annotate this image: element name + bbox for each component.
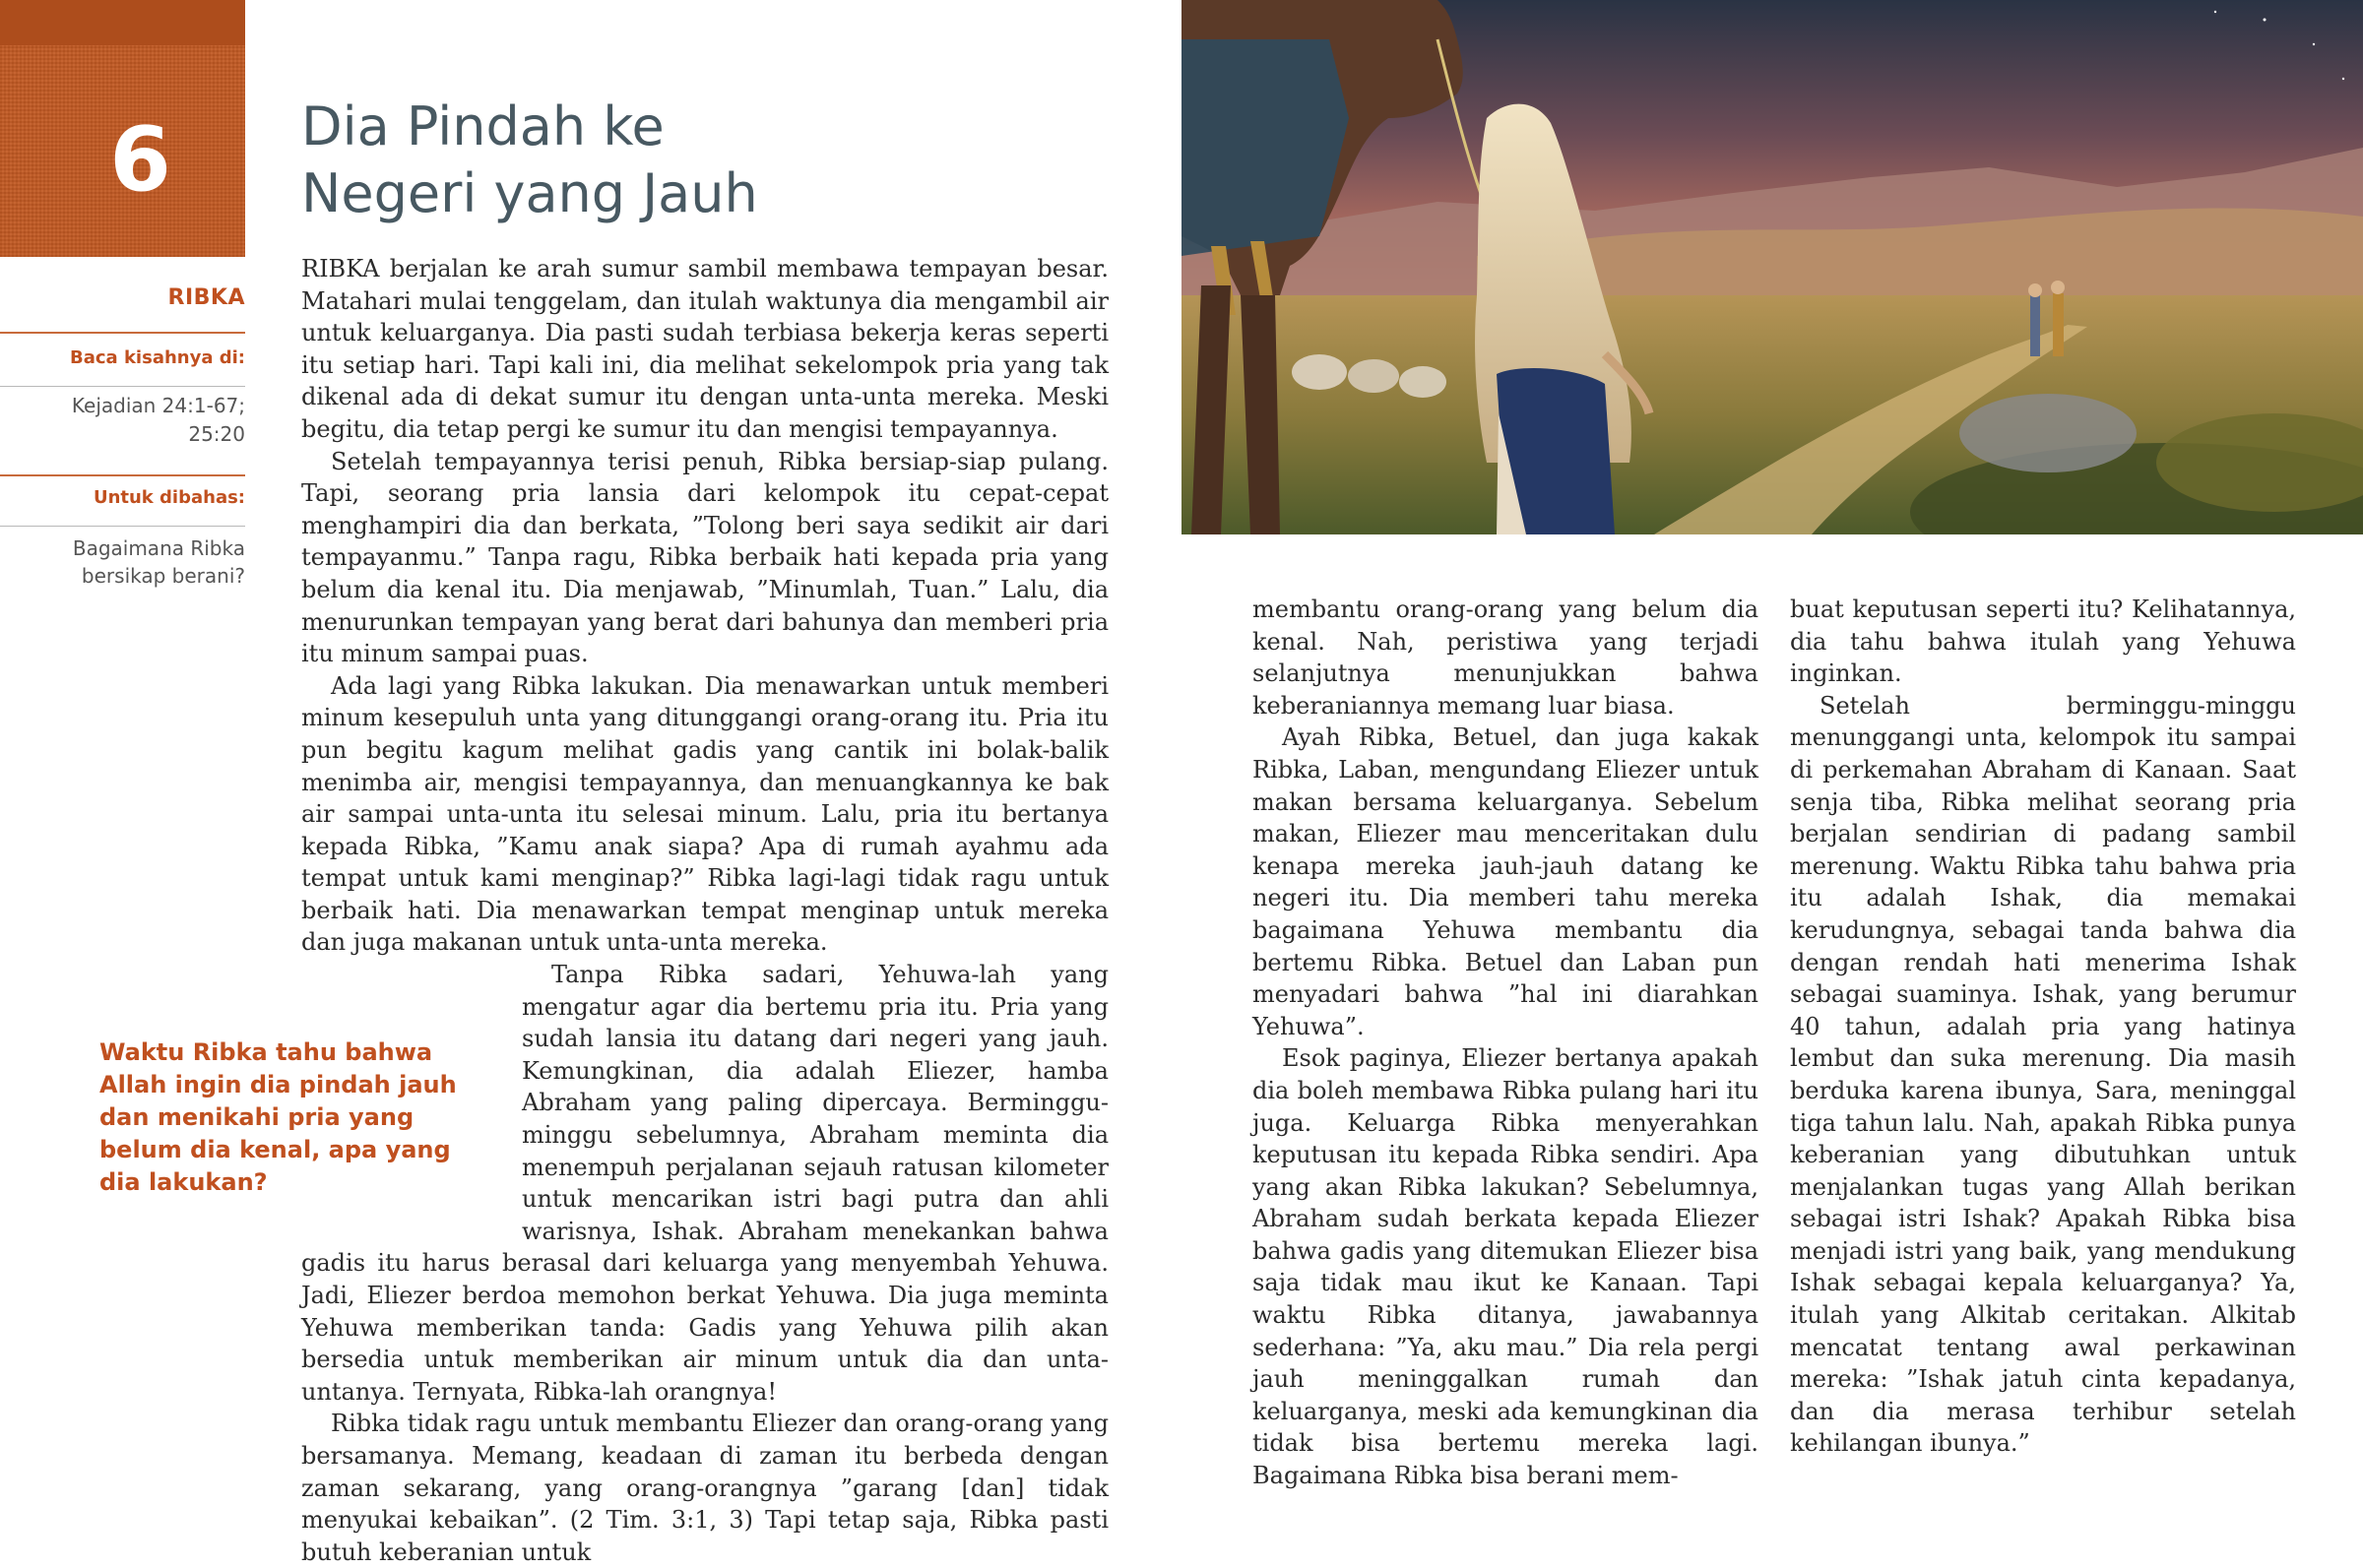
paragraph: Ayah Ribka, Betuel, dan juga kakak Ribka, Laban, mengundang Eliezer untuk makan bersama keluarganya. Sebelum makan, Eliezer mau menceritakan dulu kenapa mereka jauh-jauh datang ke negeri itu. Dia memberi tahu mereka bagaimana Yehuwa membantu dia bertemu Ribka. Betuel dan Laban pun menyadari bahwa ”hal ini diarahkan Yehuwa”. <box>1252 723 1758 1040</box>
rock <box>1959 394 2137 472</box>
star <box>2264 19 2267 22</box>
paragraph: buat keputusan seperti itu? Kelihatannya, dia tahu bahwa itulah yang Yehuwa inginkan. <box>1790 596 2296 688</box>
star <box>2342 78 2344 80</box>
scripture-reference <box>0 392 245 449</box>
paragraph: Ribka tidak ragu untuk membantu Eliezer dan orang-orang yang bersamanya. Memang, keadaan di zaman itu berbeda dengan zaman sekarang, yang orang-orangnya ”garang [dan] tidak menyukai kebaikan”. (2 Tim. 3:1, 3) Tapi tetap saja, Ribka pasti butuh keberanian untuk <box>301 1410 1109 1566</box>
sheep <box>1348 359 1399 393</box>
page-title-line: Dia Pindah ke <box>301 95 665 157</box>
chapter-number: 6 <box>109 108 171 212</box>
pull-quote: Waktu Ribka tahu bahwa Allah ingin dia pindah jauh dan menikahi pria yang belum dia kenal, apa yang dia lakukan? <box>99 1038 457 1196</box>
discuss-label: Untuk dibahas: <box>93 487 245 508</box>
paragraph: Setelah tempayannya terisi penuh, Ribka bersiap-siap pulang. Tapi, seorang pria lansia dari kelompok itu cepat-cepat menghampiri dia dan berkata, ”Tolong beri saya sedikit air dari tempayanmu.” Tanpa ragu, Ribka berbaik hati kepada pria yang belum dia kenal itu. Dia menjawab, ”Minumlah, Tuan.” Lalu, dia menurunkan tempayan yang berat dari bahunya dan memberi pria itu minum sampai puas. <box>301 447 1109 668</box>
discussion-question <box>0 534 245 590</box>
paragraph: membantu orang-orang yang belum dia kenal. Nah, peristiwa yang terjadi selanjutnya menunjukkan bahwa keberaniannya memang luar biasa. <box>1252 596 1758 720</box>
page-title-line: Negeri yang Jauh <box>301 162 758 224</box>
paragraph: Tanpa Ribka sadari, Yehuwa-lah yang mengatur agar dia bertemu pria itu. Pria yang sudah lansia itu datang dari negeri yang jauh. Kemungkinan, dia adalah Eliezer, hamba Abraham yang paling dipercaya. Berminggu-minggu sebelumnya, Abraham meminta dia menempuh perjalanan sejauh ratusan kilometer untuk mencarikan istri bagi putra dan ahli warisnya, Ishak. Abraham menekankan bahwa gadis itu harus berasal dari keluarga yang menyembah Yehuwa. Jadi, Eliezer berdoa memohon berkat Yehuwa. Dia juga meminta Yehuwa memberikan tanda: Gadis yang Yehuwa pilih akan bersedia untuk memberikan air minum untuk dia dan unta-untanya. Ternyata, Ribka-lah orangnya! <box>301 961 1109 1406</box>
paragraph: Ada lagi yang Ribka lakukan. Dia menawarkan untuk memberi minum kesepuluh unta yang ditunggangi orang-orang itu. Pria itu pun begitu kagum melihat gadis yang cantik ini bolak-balik menimba air, mengisi tempayannya, dan menuangkannya ke bak air sampai unta-unta itu selesai minum. Lalu, pria itu bertanya kepada Ribka, ”Kamu anak siapa? Apa di rumah ayahmu ada tempat untuk kami menginap?” Ribka lagi-lagi tidak ragu untuk berbaik hati. Dia menawarkan tempat menginap untuk mereka dan juga makanan untuk unta-unta mereka. <box>301 671 1109 957</box>
illustration-svg <box>1182 0 2363 534</box>
sidebar-divider <box>0 332 245 334</box>
companion-figure <box>2053 293 2064 356</box>
paragraph: RIBKA berjalan ke arah sumur sambil membawa tempayan besar. Matahari mulai tenggelam, dan itulah waktunya dia mengambil air untuk keluarganya. Dia pasti sudah terbiasa bekerja keras seperti itu setiap hari. Tapi kali ini, dia melihat sekelompok pria yang tak dikenal ada di dekat sumur itu dengan unta-unta mereka. Meski begitu, dia tetap pergi ke sumur itu dan mengisi tempayannya. <box>301 255 1109 443</box>
paragraph: Esok paginya, Eliezer bertanya apakah dia boleh membawa Ribka pulang hari itu juga. Keluarga Ribka menyerahkan keputusan itu kepada Ribka sendiri. Apa yang akan Ribka lakukan? Sebelumnya, Abraham sudah berkata kepada Eliezer bahwa gadis yang ditemukan Eliezer bisa saja tidak mau ikut ke Kanaan. Tapi waktu Ribka ditanya, jawabannya sederhana: ”Ya, aku mau.” Dia rela pergi jauh meninggalkan rumah dan keluarganya, meski ada kemungkinan dia tidak bisa bertemu mereka lagi. Bagaimana Ribka bisa berani mem- <box>1252 1044 1758 1490</box>
sidebar-divider <box>0 474 245 476</box>
sidebar-divider <box>0 386 245 387</box>
sheep <box>1292 354 1347 390</box>
chapter-badge-band <box>0 0 245 45</box>
article-column-3 <box>1790 594 2296 1460</box>
companion-head <box>2051 281 2065 294</box>
isaac-figure <box>2030 295 2040 356</box>
character-name: RIBKA <box>167 285 245 310</box>
star <box>2313 43 2315 45</box>
page-title <box>301 94 758 227</box>
read-label: Baca kisahnya di: <box>70 347 245 368</box>
article-column-2 <box>1252 594 1758 1492</box>
sheep <box>1399 366 1446 398</box>
sidebar-divider <box>0 526 245 527</box>
article-column-1 <box>301 253 1109 1568</box>
scripture-reference-line: Kejadian 24:1-67; <box>71 394 245 417</box>
paragraph: Setelah berminggu-minggu menunggangi unta, kelompok itu sampai di perkemahan Abraham di Kanaan. Saat senja tiba, Ribka melihat seorang pria berjalan sendirian di padang sambil merenung. Waktu Ribka tahu bahwa pria itu adalah Ishak, dia memakai kerudungnya, sebagai tanda bahwa dia dengan rendah hati menerima Ishak sebagai suaminya. Ishak, yang berumur 40 tahun, adalah pria yang hatinya lembut dan suka merenung. Dia masih berduka karena ibunya, Sara, meninggal tiga tahun lalu. Nah, apakah Ribka punya keberanian yang dibutuhkan untuk menjalankan tugas yang Allah berikan sebagai istri Ishak? Apakah Ribka bisa menjadi istri yang baik, yang mendukung Ishak sebagai kepala keluarganya? Ya, itulah yang Alkitab ceritakan. Alkitab mencatat tentang awal perkawinan mereka: ”Ishak jatuh cinta kepadanya, dan dia merasa terhibur setelah kehilangan ibunya.” <box>1790 691 2296 1458</box>
discussion-question-line: Bagaimana Ribka <box>72 536 245 560</box>
illustration-rebekah-with-camel <box>1182 0 2363 534</box>
discussion-question-line: bersikap berani? <box>81 564 245 588</box>
scripture-reference-line: 25:20 <box>188 422 245 446</box>
star <box>2214 11 2216 13</box>
isaac-head <box>2028 283 2042 297</box>
